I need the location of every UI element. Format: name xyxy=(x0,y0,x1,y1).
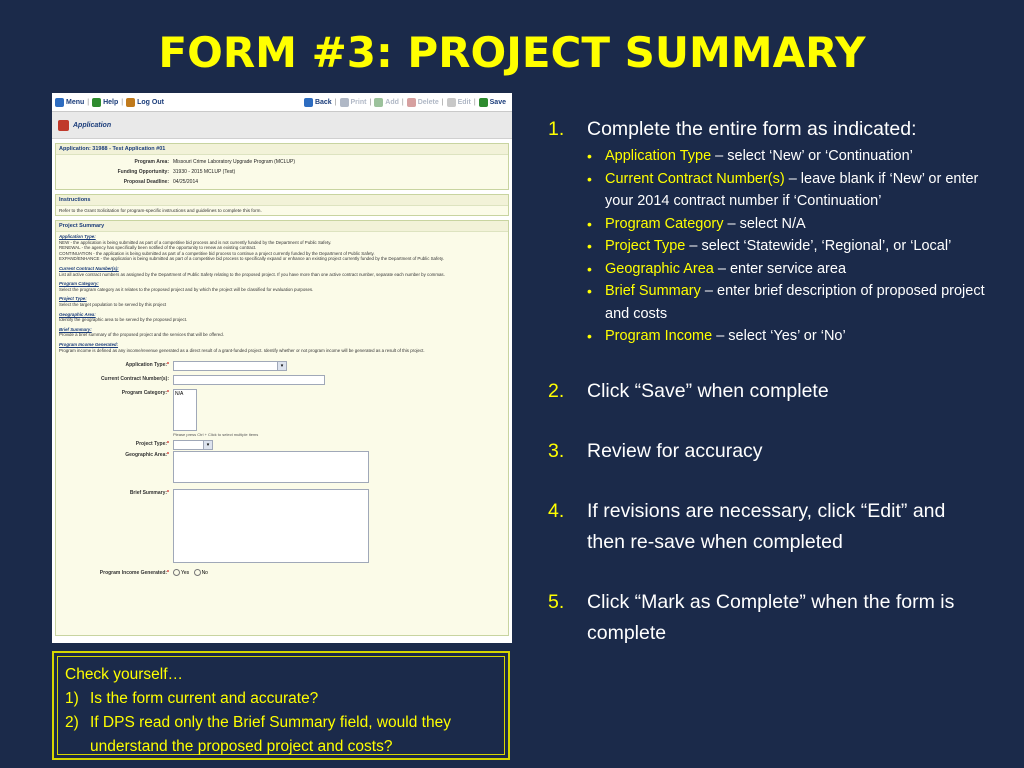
guidance-line: Select the target population to be served by this project xyxy=(59,301,167,307)
program-income-yes-radio[interactable] xyxy=(173,569,180,576)
sub-item xyxy=(587,168,988,213)
save-icon xyxy=(479,98,488,107)
toolbar-label: Menu xyxy=(66,98,85,106)
toolbar-save-button[interactable] xyxy=(479,98,506,107)
back-icon xyxy=(304,98,313,107)
sub-item-label: Project Type xyxy=(605,238,686,254)
application-icon xyxy=(58,120,69,131)
step-number: 1. xyxy=(548,118,565,140)
application-field-row xyxy=(56,157,508,167)
sub-item-rest: – select ‘Yes’ or ‘No’ xyxy=(712,328,846,344)
step-text: If revisions are necessary, click “Edit” and then re-save when completed xyxy=(587,499,946,553)
check-yourself-heading: Check yourself… xyxy=(65,666,184,683)
sub-item-rest: – enter brief description of proposed project and costs xyxy=(605,283,985,322)
add-icon xyxy=(374,98,383,107)
bullet-icon: • xyxy=(587,238,592,254)
sub-item-rest: – select ‘New’ or ‘Continuation’ xyxy=(711,148,913,164)
sub-item-label: Application Type xyxy=(605,148,712,164)
bullet-icon: • xyxy=(587,328,592,344)
toolbar-label: Help xyxy=(103,98,119,106)
bullet-icon: • xyxy=(587,148,592,164)
guidance-title: Program Income Generated: xyxy=(59,341,119,347)
toolbar-label: Log Out xyxy=(137,98,164,106)
field-value: Missouri Crime Laboratory Upgrade Program (MCLUP) xyxy=(173,159,295,165)
step-item xyxy=(548,376,988,407)
sub-item-label: Geographic Area xyxy=(605,260,714,277)
toolbar-separator: | xyxy=(87,98,90,106)
guidance-line: CONTINUATION - the application is being submitted as part of a competitive bid process to continue a project currently funded by the Department of Public Safety. xyxy=(59,250,375,256)
guidance-section xyxy=(59,234,505,262)
guidance-title: Application Type: xyxy=(59,234,96,239)
field-value: 04/25/2014 xyxy=(173,179,199,185)
required-mark: * xyxy=(167,362,169,369)
toolbar-edit-button[interactable] xyxy=(447,98,471,107)
sub-item-label: Current Contract Number(s) xyxy=(605,170,785,187)
app-toolbar xyxy=(52,93,512,112)
step-text: Complete the entire form as indicated: xyxy=(587,118,917,140)
application-heading: Application: 31988 - Test Application #01 xyxy=(56,144,508,155)
geographic-area-row xyxy=(56,451,508,483)
step-text: Click “Mark as Complete” when the form is complete xyxy=(587,590,955,644)
required-mark: * xyxy=(167,452,169,459)
geographic-area-label: Geographic Area: xyxy=(125,452,168,459)
toolbar-separator: | xyxy=(473,98,476,106)
required-mark: * xyxy=(167,390,169,397)
project-type-row xyxy=(56,440,508,450)
guidance-line: List all active contract numbers as assigned by the Department of Public Safety relating to the proposed project. If you have more than one active contract number, separate each number by commas. xyxy=(59,271,445,277)
sub-item-text xyxy=(605,213,806,236)
sub-item xyxy=(587,213,988,236)
print-icon xyxy=(340,98,349,107)
toolbar-separator: | xyxy=(441,98,444,106)
geographic-area-textarea[interactable] xyxy=(173,451,369,483)
step-number: 4. xyxy=(548,499,565,522)
toolbar-delete-button[interactable] xyxy=(407,98,439,107)
field-value: 31930 - 2015 MCLUP (Test) xyxy=(173,169,236,175)
toolbar-label: Edit xyxy=(457,98,471,106)
check-item-number: 1) xyxy=(65,690,79,707)
menu-icon xyxy=(55,98,64,107)
toolbar-label: Back xyxy=(314,98,332,106)
required-mark: * xyxy=(167,570,169,577)
toolbar-separator: | xyxy=(369,98,372,106)
instructions-text: Refer to the Grant Solicitation for program-specific instructions and guidelines to complete this form. xyxy=(59,208,262,213)
form-screenshot xyxy=(52,93,512,643)
program-income-no-radio[interactable] xyxy=(194,569,201,576)
bullet-icon: • xyxy=(587,260,592,277)
guidance-line: NEW - the application is being submitted as part of a competitive bid process and is not currently funded by the Department of Public Safety. xyxy=(59,239,332,245)
program-category-label: Program Category: xyxy=(121,390,168,397)
step-item xyxy=(548,436,988,467)
guidance-line: Program income is defined as any income/revenue generated as a direct result of a grant-funded project. Identify whether or not program income will be generated as a result of this project. xyxy=(59,347,425,353)
sub-item-label: Program Category xyxy=(605,215,724,232)
sub-item-text xyxy=(605,168,988,213)
project-type-label: Project Type: xyxy=(135,441,168,448)
step-number: 3. xyxy=(548,439,565,462)
guidance-line: EXPAND/ENHANCE - the application is being submitted as part of a competitive bid process to specifically expand or enhance an existing project currently funded by the Department of Public Safety. xyxy=(59,256,444,262)
toolbar-label: Delete xyxy=(417,98,439,106)
application-info-box xyxy=(55,143,509,190)
guidance-title: Geographic Area: xyxy=(59,311,96,317)
chevron-down-icon: ▾ xyxy=(203,441,212,449)
guidance-title: Program Category: xyxy=(59,281,99,287)
toolbar-label: Add xyxy=(385,98,399,106)
sub-item-text xyxy=(605,258,846,281)
application-type-label: Application Type: xyxy=(125,362,168,369)
project-summary-box xyxy=(55,220,509,636)
check-item xyxy=(65,711,497,759)
toolbar-label: Print xyxy=(350,98,367,106)
contract-number-row xyxy=(56,375,508,385)
program-category-option[interactable]: N/A xyxy=(175,391,184,398)
program-income-label: Program Income Generated: xyxy=(99,570,168,577)
contract-number-input[interactable] xyxy=(173,375,325,385)
application-type-select[interactable] xyxy=(173,361,287,371)
brief-summary-textarea[interactable] xyxy=(173,489,369,563)
toolbar-menu-button[interactable] xyxy=(55,98,84,107)
toolbar-print-button[interactable] xyxy=(340,98,367,107)
edit-icon xyxy=(447,98,456,107)
no-label: No xyxy=(201,569,208,576)
instructions-box xyxy=(55,194,509,216)
sub-item xyxy=(587,280,988,325)
guidance-line: Identify the geographic area to be served by the proposed project. xyxy=(59,317,188,323)
check-item-number: 2) xyxy=(65,714,79,731)
instructions-heading: Instructions xyxy=(56,195,508,206)
toolbar-separator: | xyxy=(334,98,337,106)
brief-summary-label: Brief Summary: xyxy=(129,490,168,497)
sub-item-text xyxy=(605,145,913,168)
required-mark: * xyxy=(167,490,169,497)
program-category-row xyxy=(56,389,508,431)
sub-item-label: Brief Summary xyxy=(605,283,701,299)
field-key: Program Area: xyxy=(134,159,169,165)
guidance-section xyxy=(59,266,505,277)
check-item-text: Is the form current and accurate? xyxy=(90,690,319,707)
toolbar-label: Save xyxy=(489,98,506,106)
step-1-subitems xyxy=(587,145,988,348)
guidance-title: Project Type: xyxy=(59,296,87,302)
guidance-section xyxy=(59,281,505,292)
field-key: Proposal Deadline: xyxy=(123,179,169,185)
project-summary-guidance xyxy=(56,232,508,355)
application-field-row xyxy=(56,167,508,177)
delete-icon xyxy=(407,98,416,107)
guidance-title: Current Contract Number(s): xyxy=(59,265,119,271)
step-item xyxy=(548,496,988,558)
project-summary-heading: Project Summary xyxy=(56,221,508,232)
step-item xyxy=(548,587,988,649)
step-text: Click “Save” when complete xyxy=(587,379,829,402)
sub-item xyxy=(587,235,988,258)
step-text: Review for accuracy xyxy=(587,439,763,462)
bullet-icon: • xyxy=(587,215,592,232)
toolbar-separator: | xyxy=(121,98,124,106)
yes-label: Yes xyxy=(181,569,190,576)
toolbar-add-button[interactable] xyxy=(374,98,399,107)
sub-item xyxy=(587,258,988,281)
toolbar-help-button[interactable] xyxy=(92,98,118,107)
step-number: 2. xyxy=(548,379,565,402)
application-field-row xyxy=(56,177,508,187)
sub-item-text xyxy=(605,325,846,348)
program-category-listbox[interactable] xyxy=(173,389,197,431)
sub-item-label: Program Income xyxy=(605,328,713,344)
required-mark: * xyxy=(167,441,169,448)
guidance-section xyxy=(59,312,505,323)
project-type-select[interactable] xyxy=(173,440,213,450)
sub-item-rest: – select ‘Statewide’, ‘Regional’, or ‘Local’ xyxy=(685,238,952,254)
toolbar-separator: | xyxy=(401,98,404,106)
field-key: Funding Opportunity: xyxy=(117,169,169,175)
logout-icon xyxy=(126,98,135,107)
application-header xyxy=(52,112,512,139)
help-icon xyxy=(92,98,101,107)
slide-title: FORM #3: PROJECT SUMMARY xyxy=(158,28,866,77)
application-type-row xyxy=(56,361,508,371)
sub-item xyxy=(587,145,988,168)
sub-item-rest: – select N/A xyxy=(723,215,806,232)
check-item-text: If DPS read only the Brief Summary field, would they understand the proposed project and costs? xyxy=(90,714,451,755)
bullet-icon: • xyxy=(587,283,592,299)
program-income-row xyxy=(56,569,508,576)
guidance-section xyxy=(59,296,505,307)
guidance-line: Provide a brief summary of the proposed project and the services that will be offered. xyxy=(59,332,224,338)
sub-item-rest: – leave blank if ‘New’ or enter your 2014 contract number if ‘Continuation’ xyxy=(605,170,979,209)
guidance-section xyxy=(59,342,505,353)
sub-item xyxy=(587,325,988,348)
guidance-line: Select the program category as it relates to the proposed project and by which the project will be classified for evaluation purposes. xyxy=(59,286,314,292)
application-header-label: Application xyxy=(73,121,112,129)
sub-item-text xyxy=(605,235,951,258)
toolbar-back-button[interactable] xyxy=(304,98,332,107)
bullet-icon: • xyxy=(587,170,592,187)
toolbar-log-out-button[interactable] xyxy=(126,98,164,107)
guidance-section xyxy=(59,327,505,338)
contract-number-label: Current Contract Number(s): xyxy=(100,376,169,383)
multi-select-hint: Please press Ctrl + Click to select multiple items xyxy=(173,432,259,438)
step-item xyxy=(548,114,988,145)
sub-item-rest: – enter service area xyxy=(713,260,847,277)
chevron-down-icon: ▾ xyxy=(277,362,286,370)
guidance-line: RENEWAL - the agency has specifically been notified of the opportunity to renew an existing contract. xyxy=(59,245,257,251)
guidance-title: Brief Summary: xyxy=(59,326,92,332)
check-yourself-box xyxy=(52,651,510,760)
sub-item-text xyxy=(605,280,988,325)
steps-list xyxy=(548,114,988,649)
check-item xyxy=(65,687,497,711)
brief-summary-row xyxy=(56,489,508,563)
step-number: 5. xyxy=(548,590,565,613)
